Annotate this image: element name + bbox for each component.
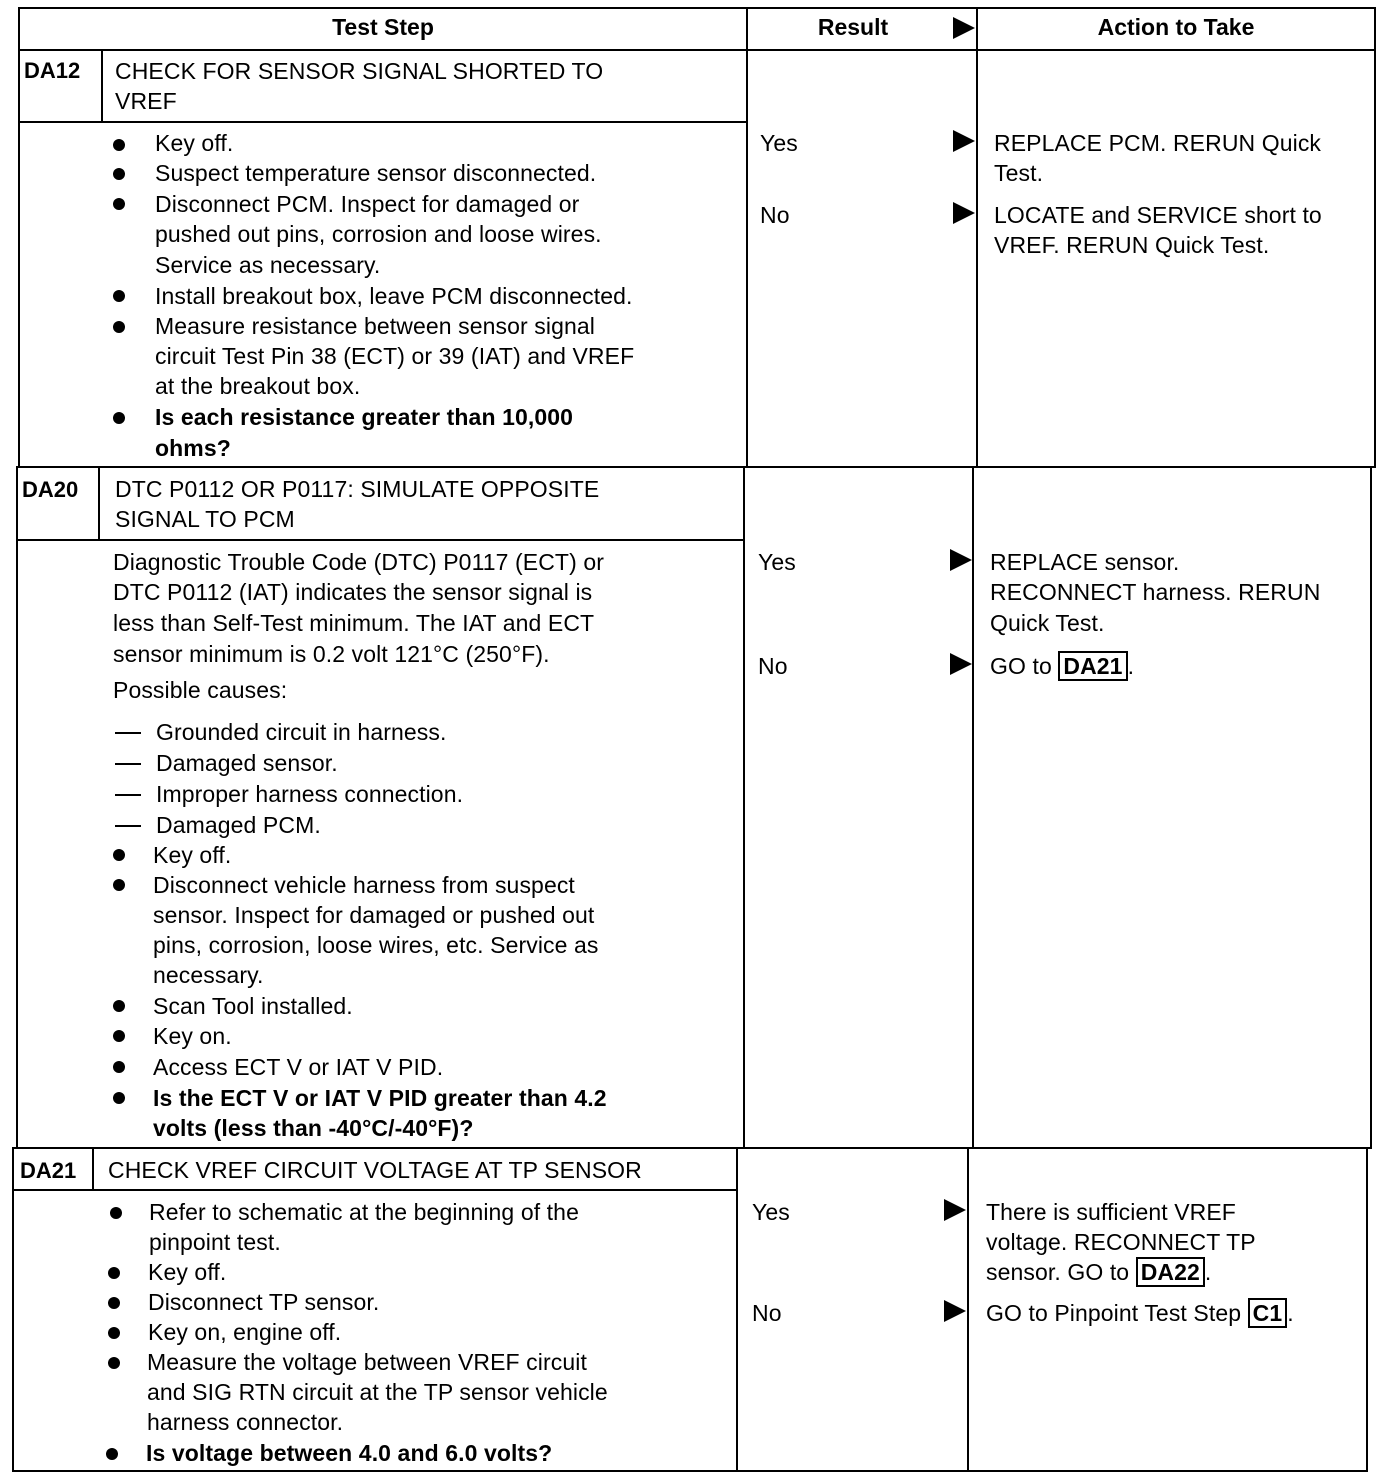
result-no: No bbox=[760, 202, 790, 228]
table-border-left bbox=[12, 1147, 14, 1472]
action-text: . bbox=[1204, 1259, 1212, 1285]
column-divider bbox=[976, 7, 978, 467]
dash-icon bbox=[115, 732, 141, 734]
step-body-line: harness connector. bbox=[147, 1409, 344, 1435]
table-border-right bbox=[1374, 7, 1376, 467]
result-arrow-icon bbox=[944, 1199, 966, 1221]
column-divider bbox=[972, 466, 974, 1148]
action-line: LOCATE and SERVICE short to bbox=[994, 202, 1322, 228]
step-title: VREF bbox=[115, 88, 177, 114]
step-question: Is each resistance greater than 10,000 bbox=[155, 404, 574, 430]
bullet-icon bbox=[108, 1357, 120, 1369]
bullet-icon bbox=[113, 321, 125, 333]
action-text: . bbox=[1287, 1300, 1294, 1326]
table-border-left bbox=[16, 466, 18, 1148]
action-line: Quick Test. bbox=[990, 610, 1105, 636]
step-body-line: Disconnect PCM. Inspect for damaged or bbox=[155, 191, 580, 217]
step-body-line: Improper harness connection. bbox=[156, 781, 464, 807]
bullet-icon bbox=[113, 1000, 125, 1012]
step-body-line: Disconnect TP sensor. bbox=[148, 1289, 380, 1315]
step-body-line: Key off. bbox=[148, 1259, 227, 1285]
step-body-line: Grounded circuit in harness. bbox=[156, 719, 447, 745]
action-line: Test. bbox=[994, 160, 1044, 186]
step-body-line: pins, corrosion, loose wires, etc. Service as bbox=[153, 932, 599, 958]
action-line: There is sufficient VREF bbox=[986, 1199, 1236, 1225]
result-arrow-icon bbox=[953, 130, 975, 152]
header-action: Action to Take bbox=[1097, 14, 1255, 40]
step-body-line: and SIG RTN circuit at the TP sensor vehicle bbox=[147, 1379, 608, 1405]
action-line bbox=[986, 1298, 1294, 1329]
bullet-icon bbox=[108, 1267, 120, 1279]
column-divider bbox=[743, 466, 745, 1148]
table-border-right bbox=[1370, 466, 1372, 1148]
column-divider bbox=[967, 1147, 969, 1472]
table-border-bottom bbox=[12, 1470, 1368, 1472]
step-body-line: pushed out pins, corrosion and loose wires. bbox=[155, 221, 602, 247]
bullet-icon bbox=[113, 1030, 125, 1042]
step-id: DA21 bbox=[20, 1158, 77, 1183]
step-body-line: pinpoint test. bbox=[149, 1229, 281, 1255]
step-body-line: Damaged PCM. bbox=[156, 812, 321, 838]
step-body-line: Possible causes: bbox=[113, 677, 288, 703]
row-divider bbox=[18, 466, 1376, 468]
step-body-line: circuit Test Pin 38 (ECT) or 39 (IAT) and VREF bbox=[155, 343, 635, 369]
result-yes: Yes bbox=[760, 130, 798, 156]
step-title-divider bbox=[12, 1189, 738, 1191]
step-body-line: Diagnostic Trouble Code (DTC) P0117 (ECT) or bbox=[113, 549, 604, 575]
step-body-line: sensor minimum is 0.2 volt 121°C (250°F). bbox=[113, 641, 550, 667]
step-id-divider bbox=[92, 1149, 94, 1190]
action-line: VREF. RERUN Quick Test. bbox=[994, 232, 1270, 258]
step-body-line: Key off. bbox=[155, 130, 234, 156]
result-yes: Yes bbox=[758, 549, 796, 575]
step-reference-link[interactable]: C1 bbox=[1248, 1298, 1288, 1328]
step-title-divider bbox=[18, 121, 748, 123]
step-body-line: at the breakout box. bbox=[155, 373, 361, 399]
bullet-icon bbox=[108, 1297, 120, 1309]
step-body-line: Refer to schematic at the beginning of the bbox=[149, 1199, 579, 1225]
step-body-line: Measure resistance between sensor signal bbox=[155, 313, 595, 339]
column-divider bbox=[746, 7, 748, 467]
step-body-line: Key on, engine off. bbox=[148, 1319, 342, 1345]
step-question: ohms? bbox=[155, 435, 231, 461]
result-no: No bbox=[752, 1300, 782, 1326]
step-body-line: Access ECT V or IAT V PID. bbox=[153, 1054, 444, 1080]
step-body-line: Key on. bbox=[153, 1023, 232, 1049]
action-line: RECONNECT harness. RERUN bbox=[990, 579, 1321, 605]
step-title: SIGNAL TO PCM bbox=[115, 506, 295, 532]
header-divider bbox=[18, 49, 1376, 51]
step-body-line: Install breakout box, leave PCM disconnected. bbox=[155, 283, 633, 309]
bullet-icon bbox=[113, 290, 125, 302]
bullet-icon bbox=[110, 1207, 122, 1219]
bullet-icon bbox=[113, 1061, 125, 1073]
table-border-right bbox=[1366, 1147, 1368, 1472]
bullet-icon bbox=[113, 849, 125, 861]
step-id-divider bbox=[98, 468, 100, 540]
action-text: GO to Pinpoint Test Step bbox=[986, 1300, 1242, 1326]
step-question: volts (less than -40°C/-40°F)? bbox=[153, 1115, 474, 1141]
header-test-step: Test Step bbox=[332, 14, 434, 40]
step-body-line: Damaged sensor. bbox=[156, 750, 338, 776]
header-arrow-icon bbox=[953, 17, 975, 39]
step-body-line: Suspect temperature sensor disconnected. bbox=[155, 160, 597, 186]
bullet-icon bbox=[113, 198, 125, 210]
step-body-line: Service as necessary. bbox=[155, 252, 381, 278]
action-text: GO to bbox=[990, 653, 1052, 679]
dash-icon bbox=[115, 763, 141, 765]
step-id: DA20 bbox=[22, 477, 79, 502]
result-arrow-icon bbox=[950, 549, 972, 571]
action-text: . bbox=[1127, 653, 1135, 679]
step-body-line: Measure the voltage between VREF circuit bbox=[147, 1349, 587, 1375]
step-body-line: DTC P0112 (IAT) indicates the sensor signal is bbox=[113, 579, 593, 605]
table-border-left bbox=[18, 7, 20, 467]
bullet-icon bbox=[108, 1327, 120, 1339]
step-body-line: less than Self-Test minimum. The IAT and ECT bbox=[113, 610, 595, 636]
header-result: Result bbox=[817, 14, 889, 40]
column-divider bbox=[736, 1147, 738, 1472]
step-title-divider bbox=[16, 539, 745, 541]
result-arrow-icon bbox=[950, 653, 972, 675]
bullet-icon bbox=[113, 168, 125, 180]
action-line bbox=[986, 1257, 1211, 1288]
step-body-line: Scan Tool installed. bbox=[153, 993, 353, 1019]
result-no: No bbox=[758, 653, 788, 679]
bullet-icon bbox=[106, 1448, 118, 1460]
table-border-top bbox=[18, 7, 1376, 9]
action-line bbox=[990, 651, 1134, 682]
result-arrow-icon bbox=[944, 1300, 966, 1322]
step-title: CHECK VREF CIRCUIT VOLTAGE AT TP SENSOR bbox=[108, 1157, 642, 1183]
step-id-divider bbox=[101, 51, 103, 122]
bullet-icon bbox=[113, 139, 125, 151]
bullet-icon bbox=[113, 879, 125, 891]
step-body-line: Key off. bbox=[153, 842, 232, 868]
bullet-icon bbox=[113, 412, 125, 424]
dash-icon bbox=[115, 794, 141, 796]
step-body-line: necessary. bbox=[153, 962, 264, 988]
result-arrow-icon bbox=[953, 202, 975, 224]
dash-icon bbox=[115, 825, 141, 827]
step-body-line: Disconnect vehicle harness from suspect bbox=[153, 872, 575, 898]
action-line: voltage. RECONNECT TP bbox=[986, 1229, 1256, 1255]
step-reference-link[interactable]: DA21 bbox=[1058, 651, 1127, 681]
result-yes: Yes bbox=[752, 1199, 790, 1225]
step-question: Is voltage between 4.0 and 6.0 volts? bbox=[146, 1440, 553, 1466]
step-body-line: sensor. Inspect for damaged or pushed out bbox=[153, 902, 595, 928]
action-line: REPLACE PCM. RERUN Quick bbox=[994, 130, 1322, 156]
step-id: DA12 bbox=[24, 58, 81, 83]
row-divider bbox=[14, 1147, 1372, 1149]
step-title: DTC P0112 OR P0117: SIMULATE OPPOSITE bbox=[115, 476, 600, 502]
step-title: CHECK FOR SENSOR SIGNAL SHORTED TO bbox=[115, 58, 604, 84]
step-reference-link[interactable]: DA22 bbox=[1136, 1257, 1205, 1287]
action-line: REPLACE sensor. bbox=[990, 549, 1180, 575]
step-question: Is the ECT V or IAT V PID greater than 4.2 bbox=[153, 1085, 607, 1111]
bullet-icon bbox=[113, 1092, 125, 1104]
action-text: sensor. GO to bbox=[986, 1259, 1130, 1285]
